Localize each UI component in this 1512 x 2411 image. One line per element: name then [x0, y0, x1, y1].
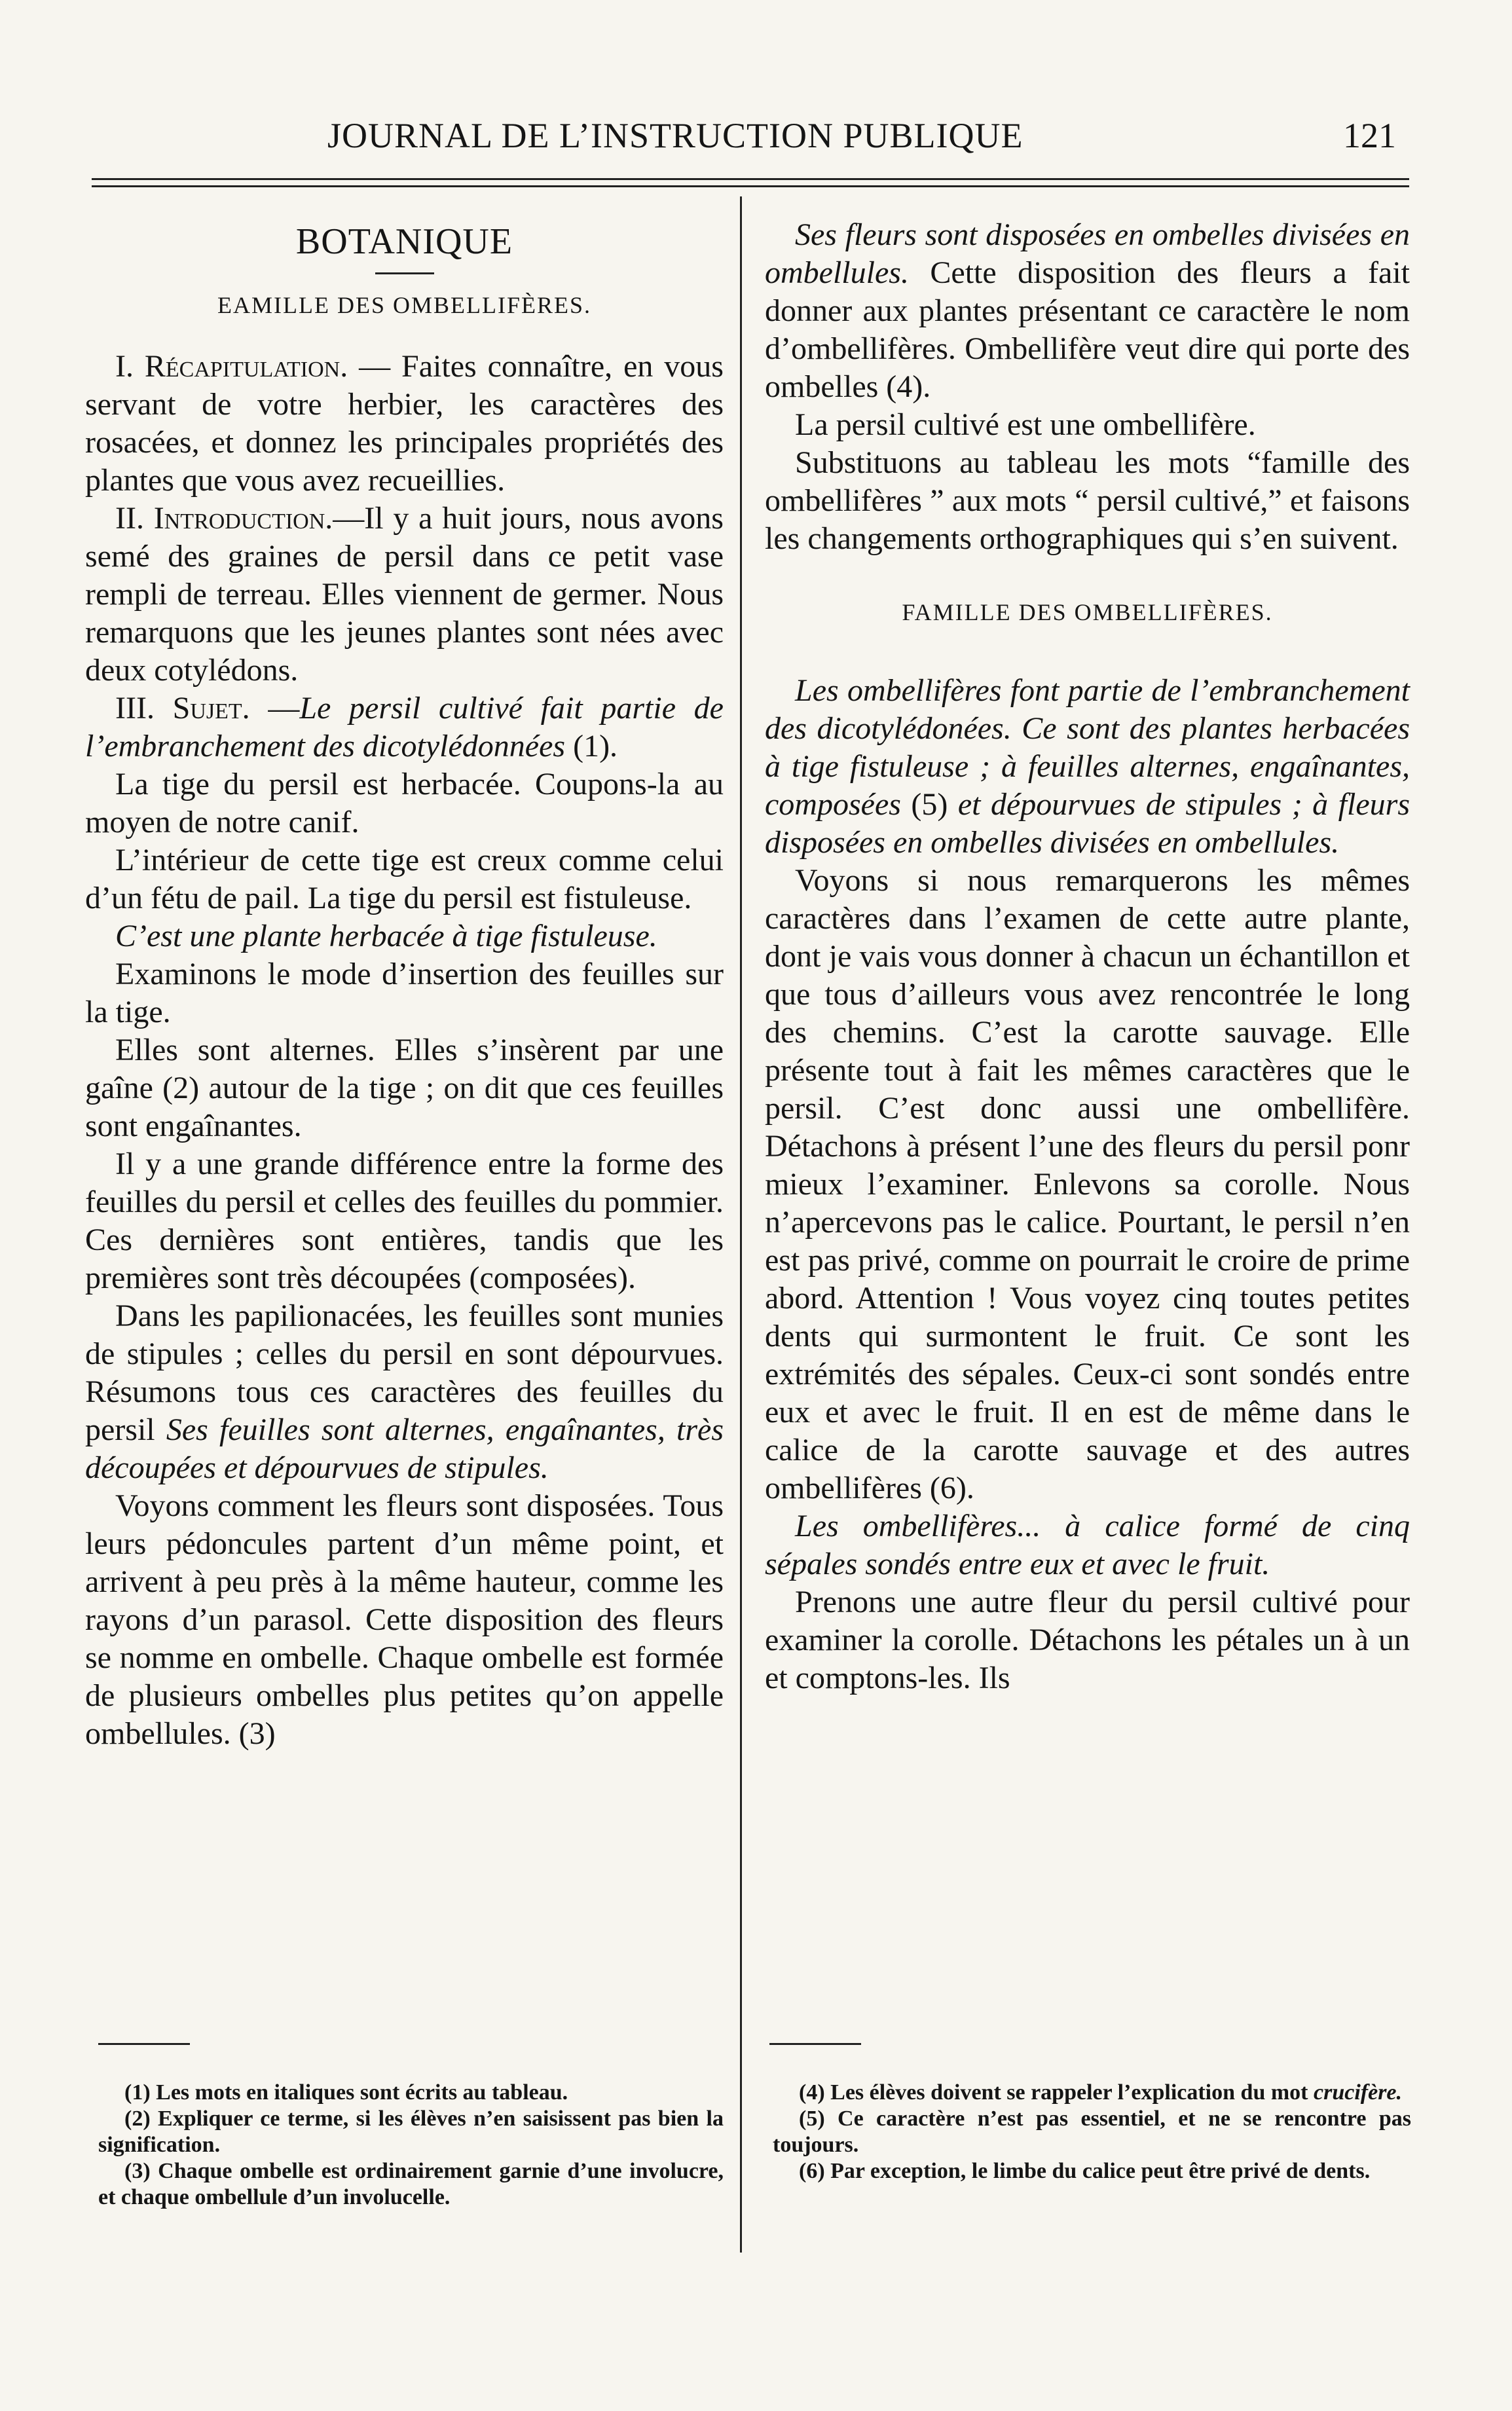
page-number: 121 [1343, 116, 1396, 155]
paragraph-fistuleuse: C’est une plante herbacée à tige fistuleuse. [115, 919, 657, 953]
paragraph-corolle: Prenons une autre fleur du persil cultivé pour examiner la corolle. Détachons les pétales un à un et comptons-les. Ils [765, 1585, 1410, 1695]
paragraph-definition [765, 672, 1410, 862]
header-double-rule [92, 178, 1409, 191]
recapitulation-text: — Faites connaître, en vous servant de votre herbier, les caractères des rosacées, et donnez les principales propriétés des plantes que vous avez recueillies. [85, 349, 724, 498]
sujet-dash: — [268, 691, 300, 726]
paragraph-calice: Les ombellifères... à calice formé de cinq sépales sondés entre eux et avec le fruit. [765, 1509, 1410, 1581]
column-divider [740, 196, 742, 2253]
definition-italic-a: Les ombellifères font partie de l’embranchement des dicotylédonées. Ce sont des plantes herbacées à tige fistuleuse ; à feuilles alternes, engaînantes, composées [765, 673, 1410, 822]
paragraph-ombelles [765, 216, 1410, 406]
sujet-note: (1). [565, 729, 618, 764]
paragraph-difference: Il y a une grande différence entre la forme des feuilles du persil et celles des feuilles du pommier. Ces dernières sont entières, tandis que les premières sont très découpées (composées). [85, 1147, 724, 1295]
sujet-italic: Le persil cultivé fait partie de l’embranchement des dicotylédonnées [85, 691, 724, 764]
ombelles-text: Cette disposition des fleurs a fait donner aux plantes présentant ce caractère le nom d’ombellifères. Ombellifère veut dire qui porte des ombelles (4). [765, 255, 1410, 404]
footnote-3: (3) Chaque ombelle est ordinairement garnie d’une involucre, et chaque ombellule d’un involucelle. [98, 2159, 724, 2209]
right-footnotes [773, 2080, 1411, 2184]
paragraph-recapitulation [85, 348, 724, 500]
section-subtitle: EAMILLE DES OMBELLIFÈRES. [217, 292, 591, 318]
introduction-text: —Il y a huit jours, nous avons semé des graines de persil dans ce petit vase rempli de terreau. Elles viennent de germer. Nous remarquons que les jeunes plantes sont nées avec deux cotylédons. [85, 501, 724, 688]
running-header [118, 115, 1414, 161]
paragraph-examinons: Examinons le mode d’insertion des feuilles sur la tige. [85, 957, 724, 1029]
footnote-6: (6) Par exception, le limbe du calice peut être privé de dents. [799, 2159, 1371, 2183]
definition-italic-b: et dépourvues de stipules ; à fleurs disposées en ombelles divisées en ombellules. [765, 787, 1410, 860]
footnote-5: (5) Ce caractère n’est pas essentiel, et ne se rencontre pas toujours. [773, 2107, 1411, 2157]
paragraph-tige: La tige du persil est herbacée. Coupons-la au moyen de notre canif. [85, 767, 724, 839]
papilionacees-text: Dans les papilionacées, les feuilles sont munies de stipules ; celles du persil en sont dépourvues. Résumons tous ces caractères des feuilles du persil [85, 1298, 724, 1447]
footnote-1: (1) Les mots en italiques sont écrits au tableau. [124, 2080, 568, 2105]
paragraph-introduction [85, 500, 724, 690]
right-subtitle: FAMILLE DES OMBELLIFÈRES. [902, 599, 1273, 625]
left-footnote-rule [98, 2043, 190, 2045]
recapitulation-heading: I. Récapitulation. [115, 349, 348, 384]
paragraph-substituons: Substituons au tableau les mots “famille des ombellifères ” aux mots “ persil cultivé,” et faisons les changements orthographiques qui s’en suivent. [765, 445, 1410, 556]
paragraph-alternes: Elles sont alternes. Elles s’insèrent par une gaîne (2) autour de la tige ; on dit que ces feuilles sont engaînantes. [85, 1033, 724, 1143]
definition-note: (5) [900, 787, 958, 822]
paragraph-persil-ombellifere: La persil cultivé est une ombellifère. [795, 407, 1256, 442]
running-title: JOURNAL DE L’INSTRUCTION PUBLIQUE [327, 116, 1023, 155]
paragraph-fleurs: Voyons comment les fleurs sont disposées. Tous leurs pédoncules partent d’un même point, et arrivent à peu près à la même hauteur, comme les rayons d’un parasol. Cette disposition des fleurs se nomme en ombelle. Chaque ombelle est formée de plusieurs ombelles plus petites qu’on appelle ombellules. (3) [85, 1488, 724, 1751]
right-column [765, 216, 1410, 1697]
footnote-4-text: (4) Les élèves doivent se rappeler l’explication du mot [799, 2080, 1314, 2105]
title-rule [375, 272, 434, 274]
ombelles-italic: Ses fleurs sont disposées en ombelles divisées en ombellules. [765, 217, 1410, 290]
footnote-4-italic: crucifère. [1314, 2080, 1403, 2105]
paragraph-carotte: Voyons si nous remarquerons les mêmes caractères dans l’examen de cette autre plante, dont je vais vous donner à chacun un échantillon et que tous d’ailleurs vous avez rencontrée le long des chemins. C’est la carotte sauvage. Elle présente tout à fait les mêmes caractères que le persil. C’est donc aussi une ombellifère. Détachons à présent l’une des fleurs du persil ponr mieux l’examiner. Enlevons sa corolle. Nous n’apercevons pas le calice. Pourtant, le persil n’en est pas privé, comme on pourrait le croire de prime abord. Attention ! Vous voyez cinq toutes petites dents qui surmontent le fruit. Ce sont les extrémités des sépales. Ceux-ci sont sondés entre eux et avec le fruit. Il en est de même dans le calice de la carotte sauvage et des autres ombellifères (6). [765, 863, 1410, 1505]
section-title: BOTANIQUE [295, 221, 513, 262]
introduction-heading: II. Introduction. [115, 501, 333, 536]
footnote-4 [773, 2080, 1411, 2106]
papilionacees-italic: Ses feuilles sont alternes, engaînantes, très découpées et dépourvues de stipules. [85, 1412, 724, 1485]
paragraph-interieur: L’intérieur de cette tige est creux comme celui d’un fétu de pail. La tige du persil est fistuleuse. [85, 843, 724, 915]
footnote-2: (2) Expliquer ce terme, si les élèves n’en saisissent pas bien la signification. [98, 2107, 724, 2157]
right-footnote-rule [769, 2043, 861, 2045]
paragraph-papilionacees [85, 1297, 724, 1487]
paragraph-sujet [85, 690, 724, 765]
sujet-heading: III. Sujet. [115, 691, 250, 726]
left-footnotes [98, 2080, 724, 2211]
left-column [85, 216, 724, 1753]
